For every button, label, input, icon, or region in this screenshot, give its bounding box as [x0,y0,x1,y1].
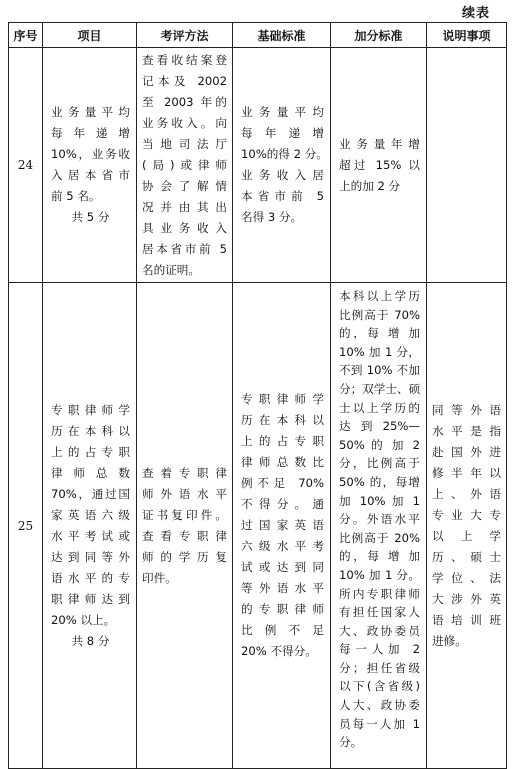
table-row [9,283,507,769]
item-text [51,102,130,228]
text-line: 每 年 递 增 [241,126,324,140]
text-line: 员每一人加 1 [339,716,420,731]
text-line: 职律师达到 [51,591,130,606]
basic-standard-text [241,389,324,662]
text-line: 每一人加 2 [339,642,420,657]
text-line: 50% 的 加 2 [339,437,420,452]
text-line: 具业务收入 [142,221,227,235]
text-line: 历、硕士 [432,549,501,564]
text-line: 名的证明。 [142,263,200,277]
text-line: 记本及 2002 [142,74,227,88]
header-notes: 说明事项 [427,23,507,48]
text-line: 家英语六级 [51,507,130,522]
text-line: 比例高于 20% [339,530,420,545]
basic-standard-cell [233,283,331,769]
text-line: 律 师 总 数 [51,465,130,480]
text-line: 业务收入居 [241,168,324,182]
text-line: 前 5 名。 [51,189,101,203]
notes-text [432,400,501,652]
text-line: 达 到 25%— [339,419,420,434]
item-text [51,400,130,652]
text-line: 所内专职律师 [339,586,420,601]
item-cell [43,48,137,283]
text-line: 加 10% 加 1 [339,493,420,508]
text-line: 进修。 [432,633,467,648]
bonus-standard-cell [331,283,427,769]
text-line: 业务量年增 [339,136,420,151]
text-line: 师的学历复 [142,549,227,564]
text-line: 不得分。通 [241,497,324,511]
text-line: 不到 10% 不加 [339,363,420,378]
text-line: 士以上学历的 [339,400,420,415]
bonus-standard-cell [331,48,427,283]
text-line: 试或达到同 [241,560,324,574]
text-line: 比例高于 70% [339,307,420,322]
text-line: 水平是指 [432,423,501,438]
text-line: 本科以上学历 [339,289,420,303]
text-line: 历在本科以 [51,423,130,438]
text-line: 证书复印件。 [142,507,227,522]
text-line: 专业大专 [432,507,501,522]
method-cell [137,283,233,769]
text-line: 当地司法厅 [142,137,227,151]
text-line: 大涉外英 [432,591,501,606]
text-line: 10% 加 1 分。 [339,567,420,582]
bonus-standard-text [339,134,420,197]
row-number: 25 [9,283,43,769]
text-line: 协会了解情 [142,179,227,193]
text-line: 超过 15% 以 [339,157,420,172]
text-line: 10% 加 1 分， [339,344,420,359]
notes-cell [427,283,507,769]
text-line: 查着专职律 [142,465,227,480]
text-line: 历在本科以 [241,413,324,427]
text-line: 分，比例高于 [339,456,420,471]
text-line: 业务量平均 [51,105,130,119]
header-item: 项目 [43,23,137,48]
text-line: 名得 3 分。 [241,210,303,224]
text-line: 10%的得 2 分。 [241,147,328,161]
text-line: 至 2003 年的 [142,95,227,109]
text-line: 20% 以上。 [51,612,116,627]
text-line: 语培训班 [432,612,501,627]
method-text [142,463,227,589]
text-line: 语水平的专 [51,570,130,585]
text-line: 业务量平均 [241,105,324,119]
text-line: 以 上 学 [432,528,501,543]
text-line: 同等外语 [432,402,501,417]
text-line: 专职律师学 [241,392,324,406]
text-line: 印件。 [142,570,177,585]
table-continued-caption: 续表 [461,6,490,21]
text-line: 每 年 递 增 [51,126,130,140]
text-line: 比 例 不 足 [241,623,324,637]
text-line: 六级水平考 [241,539,324,553]
text-line: 过国家英语 [241,518,324,532]
text-line: 大、政协委员 [339,623,420,638]
text-line: 以下(含省级) [339,679,420,694]
text-line: 修半年以 [432,465,501,480]
text-line: 师外语水平 [142,486,227,501]
text-line: 分；担任省级 [339,660,420,675]
text-line: 有担任国家人 [339,605,420,620]
text-line: 50% 的，每增 [339,474,420,489]
text-line: 的，每 增 加 [339,326,420,341]
basic-standard-text [241,102,328,228]
item-score: 共 5 分 [71,210,110,224]
text-line: 学位、法 [432,570,501,585]
text-line: 查看专职律 [142,528,227,543]
text-line: 专职律师学 [51,402,130,417]
notes-cell [427,48,507,283]
header-number: 序号 [9,23,43,48]
text-line: 入居本省市 [51,168,130,182]
text-line: 分；双学士、硕 [339,381,421,396]
text-line: 例不足 70% [241,476,324,490]
header-bonus-standard: 加分标准 [331,23,427,48]
basic-standard-cell [233,48,331,283]
item-cell [43,283,137,769]
text-line: (局)或律师 [142,158,227,172]
text-line: 况并由其出 [142,200,227,214]
header-row [9,23,507,48]
text-line: 70%，通过国 [51,486,130,501]
text-line: 的，每 增 加 [339,549,420,564]
text-line: 达到同等外 [51,549,130,564]
text-line: 水平考试或 [51,528,130,543]
text-line: 查看收结案登 [142,53,227,67]
item-score: 共 8 分 [71,633,110,648]
text-line: 分。外语水平 [339,512,420,527]
header-basic-standard: 基础标准 [233,23,331,48]
text-line: 赴国外进 [432,444,501,459]
text-line: 的专职律师 [241,602,324,616]
text-line: 分。 [339,735,363,750]
text-line: 上的加 2 分 [339,178,401,193]
text-line: 上的占专职 [241,434,324,448]
row-number: 24 [9,48,43,283]
text-line: 居本省市前 5 [142,242,227,256]
header-method: 考评方法 [137,23,233,48]
bonus-standard-text [339,287,420,752]
criteria-table [8,22,507,769]
text-line: 等外语水平 [241,581,324,595]
method-cell [137,48,233,283]
text-line: 律师总数比 [241,455,324,469]
text-line: 10%，业务收 [51,147,130,161]
method-text [142,50,227,281]
text-line: 上的占专职 [51,444,130,459]
text-line: 本省市前 5 [241,189,324,203]
text-line: 20% 不得分。 [241,644,317,658]
table-row [9,48,507,283]
text-line: 业务收入。向 [142,116,227,130]
text-line: 人大、政协委 [339,698,420,713]
text-line: 上、外语 [432,486,501,501]
